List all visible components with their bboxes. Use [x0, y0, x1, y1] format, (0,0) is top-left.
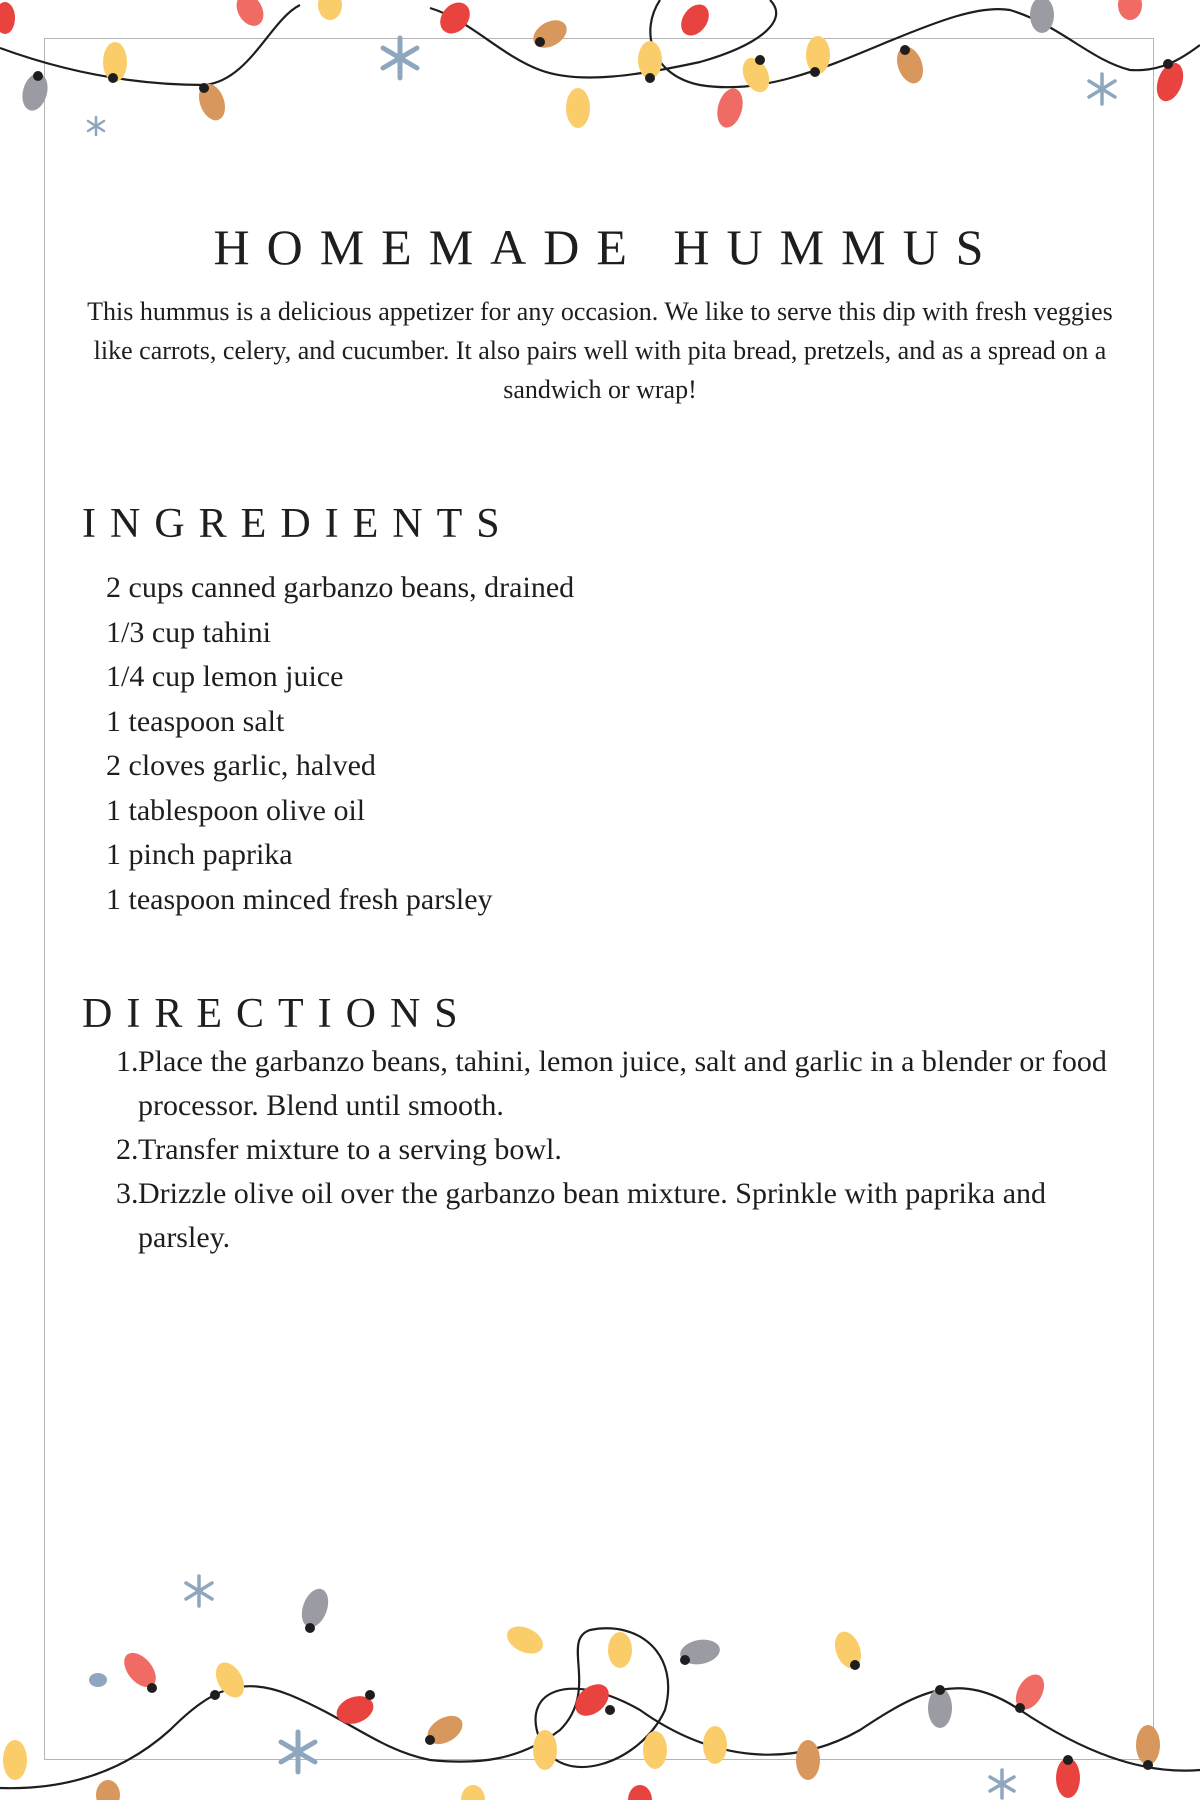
step-number: 3. — [116, 1177, 139, 1210]
dot-icon — [89, 1673, 107, 1687]
list-item: 1 teaspoon minced fresh parsley — [106, 882, 493, 916]
light-bulb-icon — [0, 0, 1188, 130]
list-item: 1 teaspoon salt — [106, 704, 285, 738]
recipe-intro: This hummus is a delicious appetizer for any occasion. We like to serve this dip with fresh veggies like carrots, celery, and cucumber. It also pairs well with pita bread, pretzels, and as a spread on a sandwich or wrap! — [87, 297, 1113, 404]
step-text: Place the garbanzo beans, tahini, lemon juice, salt and garlic in a blender or food processor. Blend until smooth. — [138, 1045, 1107, 1122]
snowflake-icon — [186, 1576, 212, 1606]
direction-step — [118, 1172, 1118, 1260]
step-number: 1. — [116, 1045, 139, 1078]
directions-list — [118, 1040, 1118, 1260]
list-item: 2 cloves garlic, halved — [106, 749, 376, 782]
ingredients-list — [106, 566, 574, 922]
recipe-title: HOMEMADE HUMMUS — [213, 219, 1001, 275]
snowflake-icon — [990, 1770, 1014, 1798]
snowflake-icon — [383, 38, 417, 78]
list-item: 1 tablespoon olive oil — [106, 793, 366, 827]
step-text: Transfer mixture to a serving bowl. — [138, 1133, 562, 1166]
step-number: 2. — [116, 1133, 139, 1166]
list-item: 1/3 cup tahini — [106, 615, 271, 649]
snowflake-icon — [281, 1732, 315, 1772]
ingredients-heading: INGREDIENTS — [82, 501, 514, 547]
directions-heading: DIRECTIONS — [82, 991, 472, 1037]
direction-step — [118, 1128, 1118, 1172]
string-lights-bottom — [0, 1560, 1200, 1800]
list-item: 2 cups canned garbanzo beans, drained — [106, 571, 575, 604]
snowflake-icon — [1089, 74, 1115, 104]
list-item: 1 pinch paprika — [106, 838, 293, 871]
string-lights-top — [0, 0, 1200, 170]
snowflake-icon — [88, 117, 104, 135]
step-text: Drizzle olive oil over the garbanzo bean mixture. Sprinkle with paprika and parsley. — [138, 1177, 1047, 1254]
direction-step — [118, 1040, 1118, 1128]
list-item: 1/4 cup lemon juice — [106, 660, 344, 693]
